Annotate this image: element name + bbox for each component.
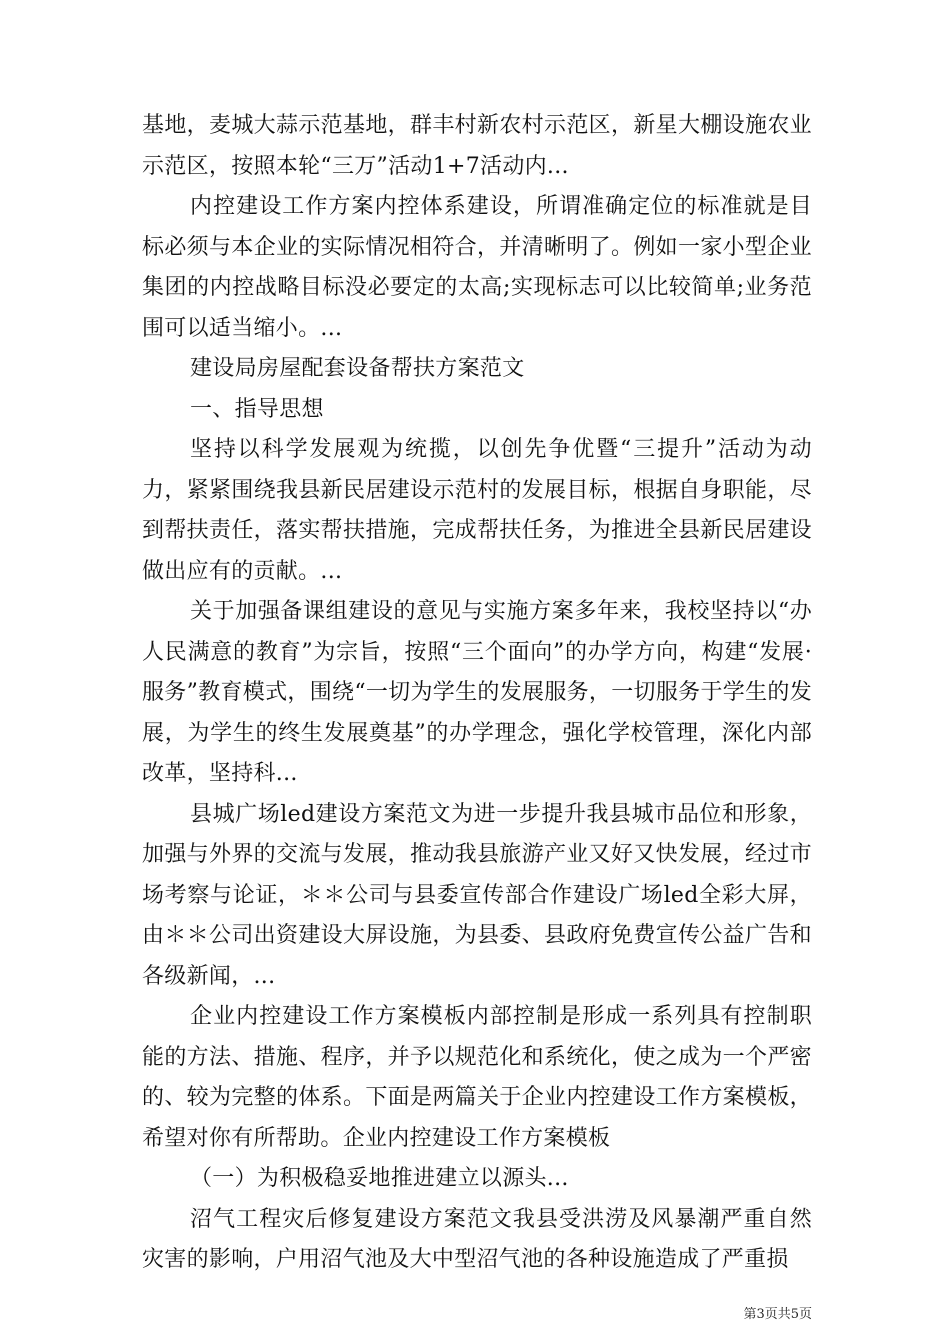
section-heading: 一、指导思想 (190, 396, 324, 422)
paragraph: 基地，麦城大蒜示范基地，群丰村新农村示范区，新星大棚设施农业示范区，按照本轮“三万”活动1+7活动内... (142, 113, 812, 179)
paragraph: 关于加强备课组建设的意见与实施方案多年来，我校坚持以“办人民满意的教育”为宗旨，按照“三个面向”的办学方向，构建“发展·服务”教育模式，围绕“一切为学生的发展服务，一切服务于学生的发展，为学生的终生发展奠基”的办学理念，强化学校管理，深化内部改革，坚持科... (142, 599, 812, 786)
paragraph: 内控建设工作方案内控体系建设，所谓准确定位的标准就是目标必须与本企业的实际情况相符合，并清晰明了。例如一家小型企业集团的内控战略目标没必要定的太高;实现标志可以比较简单;业务范围可以适当缩小。... (142, 194, 812, 341)
paragraph: （一）为积极稳妥地推进建立以源头... (190, 1166, 569, 1191)
page-number: 第3页共5页 (743, 1307, 812, 1322)
section-title: 建设局房屋配套设备帮扶方案范文 (190, 356, 525, 381)
paragraph: 县城广场led建设方案范文为进一步提升我县城市品位和形象，加强与外界的交流与发展，推动我县旅游产业又好又快发展，经过市场考察与论证，＊＊公司与县委宣传部合作建设广场led全彩大屏，由＊＊公司出资建设大屏设施，为县委、县政府免费宣传公益广告和各级新闻，... (142, 801, 812, 989)
paragraph: 坚持以科学发展观为统揽，以创先争优暨“三提升”活动为动力，紧紧围绕我县新民居建设示范村的发展目标，根据自身职能，尽到帮扶责任，落实帮扶措施，完成帮扶任务，为推进全县新民居建设做出应有的贡献。... (142, 437, 812, 584)
paragraph: 沼气工程灾后修复建设方案范文我县受洪涝及风暴潮严重自然灾害的影响，户用沼气池及大中型沼气池的各种设施造成了严重损 (142, 1206, 812, 1272)
document-body (142, 106, 812, 1281)
paragraph: 企业内控建设工作方案模板内部控制是形成一系列具有控制职能的方法、措施、程序，并予以规范化和系统化，使之成为一个严密的、较为完整的体系。下面是两篇关于企业内控建设工作方案模板，希望对你有所帮助。企业内控建设工作方案模板 (142, 1004, 812, 1151)
